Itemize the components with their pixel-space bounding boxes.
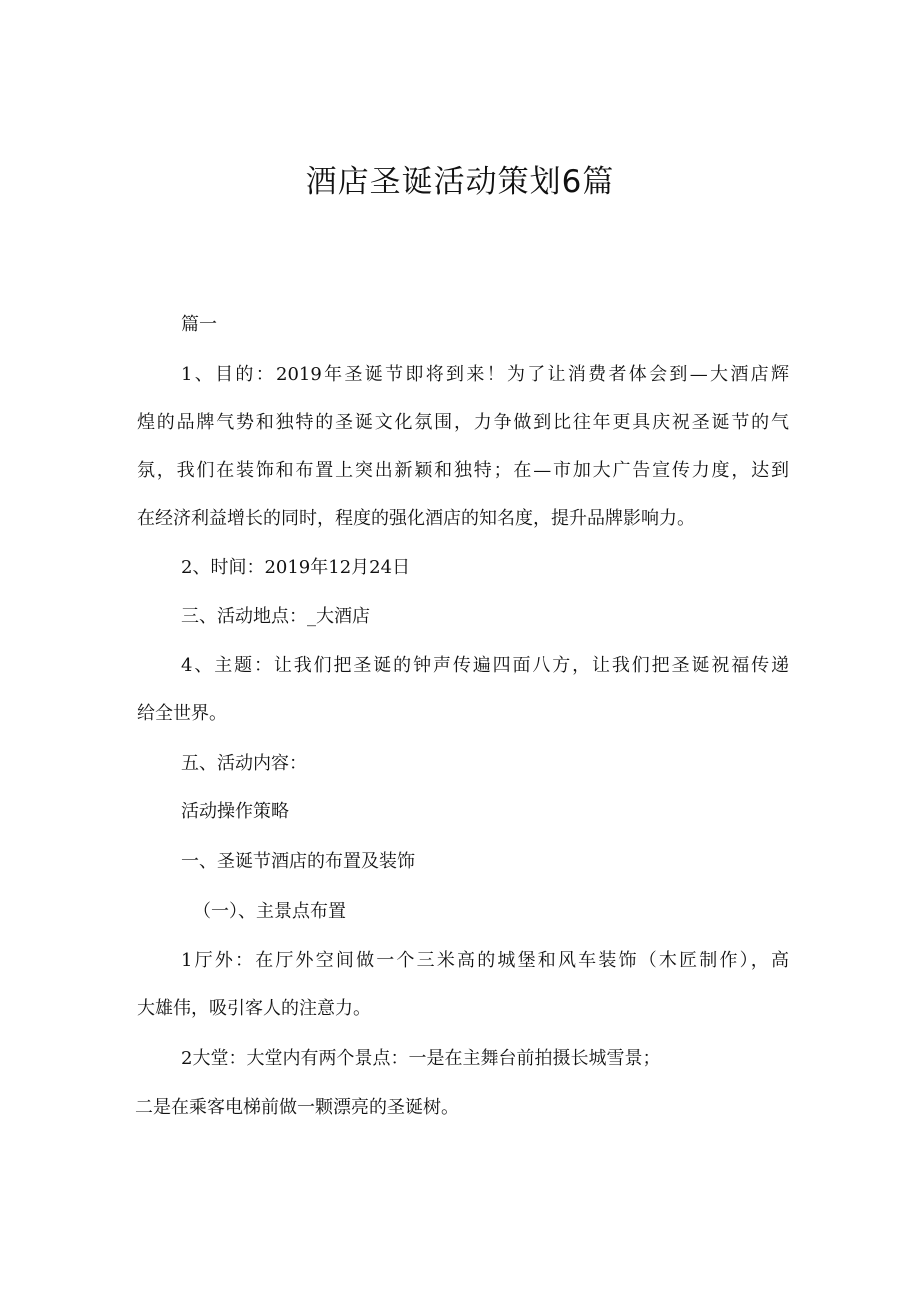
paragraph-theme-line-2: 给全世界。: [137, 703, 227, 724]
paragraph-lobby: 2大堂：大堂内有两个景点：一是在主舞台前拍摄长城雪景；: [181, 1048, 661, 1069]
paragraph-strategy-heading: 活动操作策略: [181, 801, 289, 822]
section-heading: 篇一: [181, 314, 217, 335]
paragraph-content-heading: 五、活动内容：: [181, 753, 307, 774]
paragraph-time: 2、时间：2019年12月24日: [181, 557, 411, 578]
paragraph-christmas-tree: 二是在乘客电梯前做一颗漂亮的圣诞树。: [135, 1097, 459, 1118]
paragraph-decoration-heading: 一、圣诞节酒店的布置及装饰: [181, 851, 415, 872]
paragraph-purpose-line-2: 煌的品牌气势和独特的圣诞文化氛围，力争做到比往年更具庆祝圣诞节的气: [137, 412, 789, 433]
paragraph-purpose-line-3: 氛，我们在装饰和布置上突出新颖和独特；在—市加大广告宣传力度，达到: [137, 460, 789, 481]
page-title: 酒店圣诞活动策划6篇: [305, 164, 615, 200]
paragraph-purpose-line-4: 在经济利益增长的同时，程度的强化酒店的知名度，提升品牌影响力。: [137, 508, 695, 529]
paragraph-theme-line-1: 4、主题：让我们把圣诞的钟声传遍四面八方，让我们把圣诞祝福传递: [181, 655, 789, 676]
paragraph-outside-hall-line-1: 1厅外：在厅外空间做一个三米高的城堡和风车装饰（木匠制作），高: [181, 950, 789, 971]
paragraph-location: 三、活动地点：_大酒店: [181, 606, 370, 627]
paragraph-purpose-line-1: 1、目的：2019年圣诞节即将到来！为了让消费者体会到—大酒店辉: [181, 364, 789, 385]
paragraph-main-spot-heading: （一）、主景点布置: [193, 901, 346, 922]
paragraph-outside-hall-line-2: 大雄伟，吸引客人的注意力。: [137, 998, 371, 1019]
